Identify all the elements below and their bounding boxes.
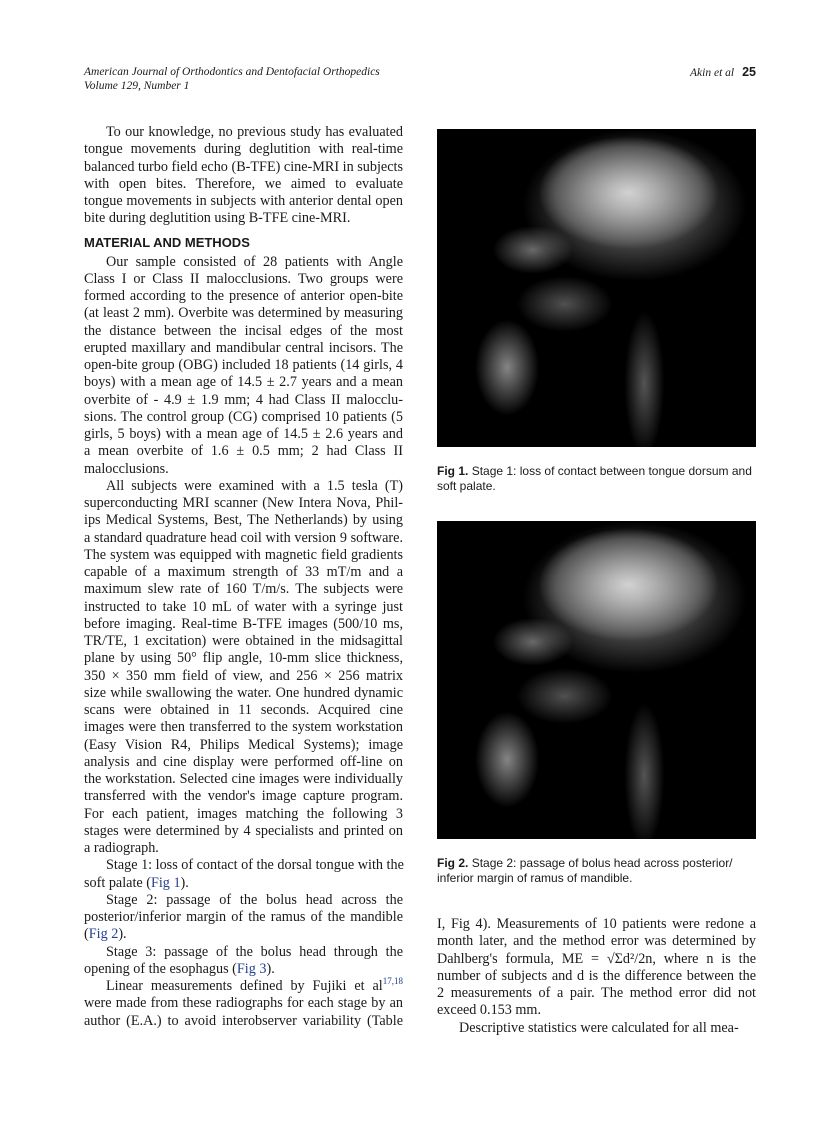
text-line: transferred with the vendor's image capture program. (84, 788, 403, 805)
text-span: ). (266, 960, 275, 977)
text-line: All subjects were examined with a 1.5 tesla (T) (106, 477, 403, 494)
text-line: author (E.A.) to avoid interobserver variability (Table (84, 1012, 403, 1029)
right-column (437, 916, 756, 1037)
journal-title: American Journal of Orthodontics and Dentofacial Orthopedics (84, 66, 380, 78)
text-line: plane by using 50° flip angle, 10-mm slice thickness, (84, 650, 403, 667)
text-line: tongue movements in subjects with anterior dental open (84, 193, 403, 209)
text-span: soft palate ( (84, 874, 151, 891)
text-line: with open bites. Therefore, we aimed to evaluate (84, 175, 403, 192)
text-line: (Easy Vision R4, Philips Medical Systems); image (84, 736, 403, 753)
text-span: opening of the esophagus ( (84, 960, 237, 977)
text-line: tongue movements during deglutition with real-time (84, 141, 403, 158)
text-line: balanced turbo field echo (B-TFE) cine-MRI in subjects (84, 158, 403, 175)
text-line: bite during deglutition using B-TFE cine-MRI. (84, 210, 351, 227)
text-line: Dahlberg's formula, ME = √Σd²/2n, where n is the (437, 950, 756, 967)
figure-2-mri-image (437, 521, 756, 839)
running-header-left (84, 65, 380, 93)
paragraph-method-error (437, 916, 756, 1020)
figure-2-caption (437, 856, 762, 886)
text-line: instructed to take 10 mL of water with a syringe just (84, 598, 403, 615)
figure-1-mri-image (437, 129, 756, 447)
text-line: the distance between the incisal edges of the most (84, 322, 403, 339)
text-line: a standard quadrature head coil with version 9 software. (84, 529, 403, 546)
section-heading: MATERIAL AND METHODS (84, 234, 250, 250)
text-line: The system was equipped with magnetic field gradients (84, 546, 403, 563)
text-line: were made from these radiographs for each stage by an (84, 995, 403, 1012)
text-line: 2 measurements of a pair. The method error did not (437, 985, 756, 1001)
paragraph-stage3 (84, 944, 403, 979)
text-line: exceed 0.153 mm. (437, 1002, 542, 1019)
text-line: boys) with a mean age of 14.5 ± 2.7 years and a mean (84, 374, 403, 391)
text-line: superconducting MRI scanner (New Intera Nova, Phil- (84, 495, 403, 511)
fig3-link[interactable]: Fig 3 (236, 960, 267, 977)
reference-link[interactable]: 17,18 (382, 976, 403, 986)
text-line: sions. The control group (CG) comprised 10 patients (5 (84, 408, 403, 425)
text-line: capable of a maximum strength of 33 mT/m and a (84, 564, 403, 580)
text-span: ( (84, 926, 89, 943)
text-line: ips Medical Systems, Best, The Netherlands) by using (84, 512, 403, 529)
fig2-link[interactable]: Fig 2 (88, 926, 119, 943)
text-line: TR/TE, 1 excitation) were obtained in the midsagittal (84, 633, 403, 649)
text-line: the workstation. Selected cine images were individually (84, 771, 403, 787)
text-line: posterior/inferior margin of the ramus of the mandible (84, 909, 403, 925)
text-line: Class I or Class II malocclusions. Two groups were (84, 270, 403, 287)
text-line: To our knowledge, no previous study has evaluated (106, 124, 403, 140)
text-line: open-bite group (OBG) included 18 patients (14 girls, 4 (84, 357, 403, 373)
text-line: scans were obtained in 11 seconds. Acquired cine (84, 702, 403, 718)
text-line: Stage 3: passage of the bolus head through the (106, 943, 403, 960)
page-number: 25 (742, 65, 756, 79)
text-line: malocclusions. (84, 460, 169, 477)
text-line: Our sample consisted of 28 patients with Angle (106, 253, 403, 270)
paragraph-stage1 (84, 857, 403, 892)
text-line: 350 × 350 mm field of view, and 256 × 256 matrix (84, 667, 403, 684)
paragraph-intro (84, 124, 403, 228)
text-line: a mean overbite of 1.6 ± 0.5 mm; 2 had Class II (84, 443, 403, 460)
text-line: size while swallowing the water. One hundred dynamic (84, 684, 403, 701)
text-line: stages were determined by 4 specialists and printed on (84, 822, 403, 839)
text-line: Stage 1: loss of contact of the dorsal tongue with the (106, 857, 404, 874)
authors: Akin et al (690, 67, 735, 79)
figure-1-caption (437, 464, 762, 494)
text-line: Stage 2: passage of the bolus head across the (106, 891, 403, 908)
left-column (84, 124, 403, 1030)
figure-label: Fig 1. (437, 464, 469, 478)
text-line: maximum slew rate of 160 T/m/s. The subjects were (84, 581, 403, 598)
caption-text: Stage 1: loss of contact between tongue dorsum and soft palate. (437, 464, 752, 493)
fig1-link[interactable]: Fig 1 (150, 874, 181, 891)
text-line: formed according to the presence of anterior open-bite (84, 288, 403, 304)
journal-volume: Volume 129, Number 1 (84, 80, 190, 92)
text-line: images were then transferred to the system workstation (84, 719, 403, 736)
text-line: analysis and cine display were performed off-line on (84, 753, 403, 770)
paragraph-sample (84, 254, 403, 478)
paragraph-mri (84, 478, 403, 858)
text-span: Linear measurements defined by Fujiki et al (106, 978, 383, 994)
text-line: erupted maxillary and mandibular central incisors. The (84, 339, 403, 356)
text-span: ). (180, 874, 189, 891)
figure-label: Fig 2. (437, 856, 469, 870)
text-line: a radiograph. (84, 840, 159, 856)
paragraph-stage2 (84, 892, 403, 944)
text-line: For each patient, images matching the following 3 (84, 805, 403, 822)
text-line: overbite of - 4.9 ± 1.9 mm; 4 had Class II malocclu- (84, 391, 403, 408)
running-header-right (690, 65, 756, 80)
caption-text: Stage 2: passage of bolus head across posterior/ inferior margin of ramus of mandible. (437, 856, 733, 885)
paragraph-measurements (84, 978, 403, 1030)
text-line: I, Fig 4). Measurements of 10 patients were redone a (437, 916, 756, 932)
text-line: girls, 5 boys) with a mean age of 14.5 ± 2.6 years and (84, 426, 403, 442)
text-line: Descriptive statistics were calculated for all mea- (459, 1019, 739, 1036)
text-line: (at least 2 mm). Overbite was determined by measuring (84, 305, 403, 322)
text-line: before imaging. Real-time B-TFE images (500/10 ms, (84, 615, 403, 632)
text-line: month later, and the method error was determined by (437, 933, 756, 950)
text-line: number of subjects and d is the difference between the (437, 967, 756, 984)
text-span: ). (118, 926, 127, 943)
